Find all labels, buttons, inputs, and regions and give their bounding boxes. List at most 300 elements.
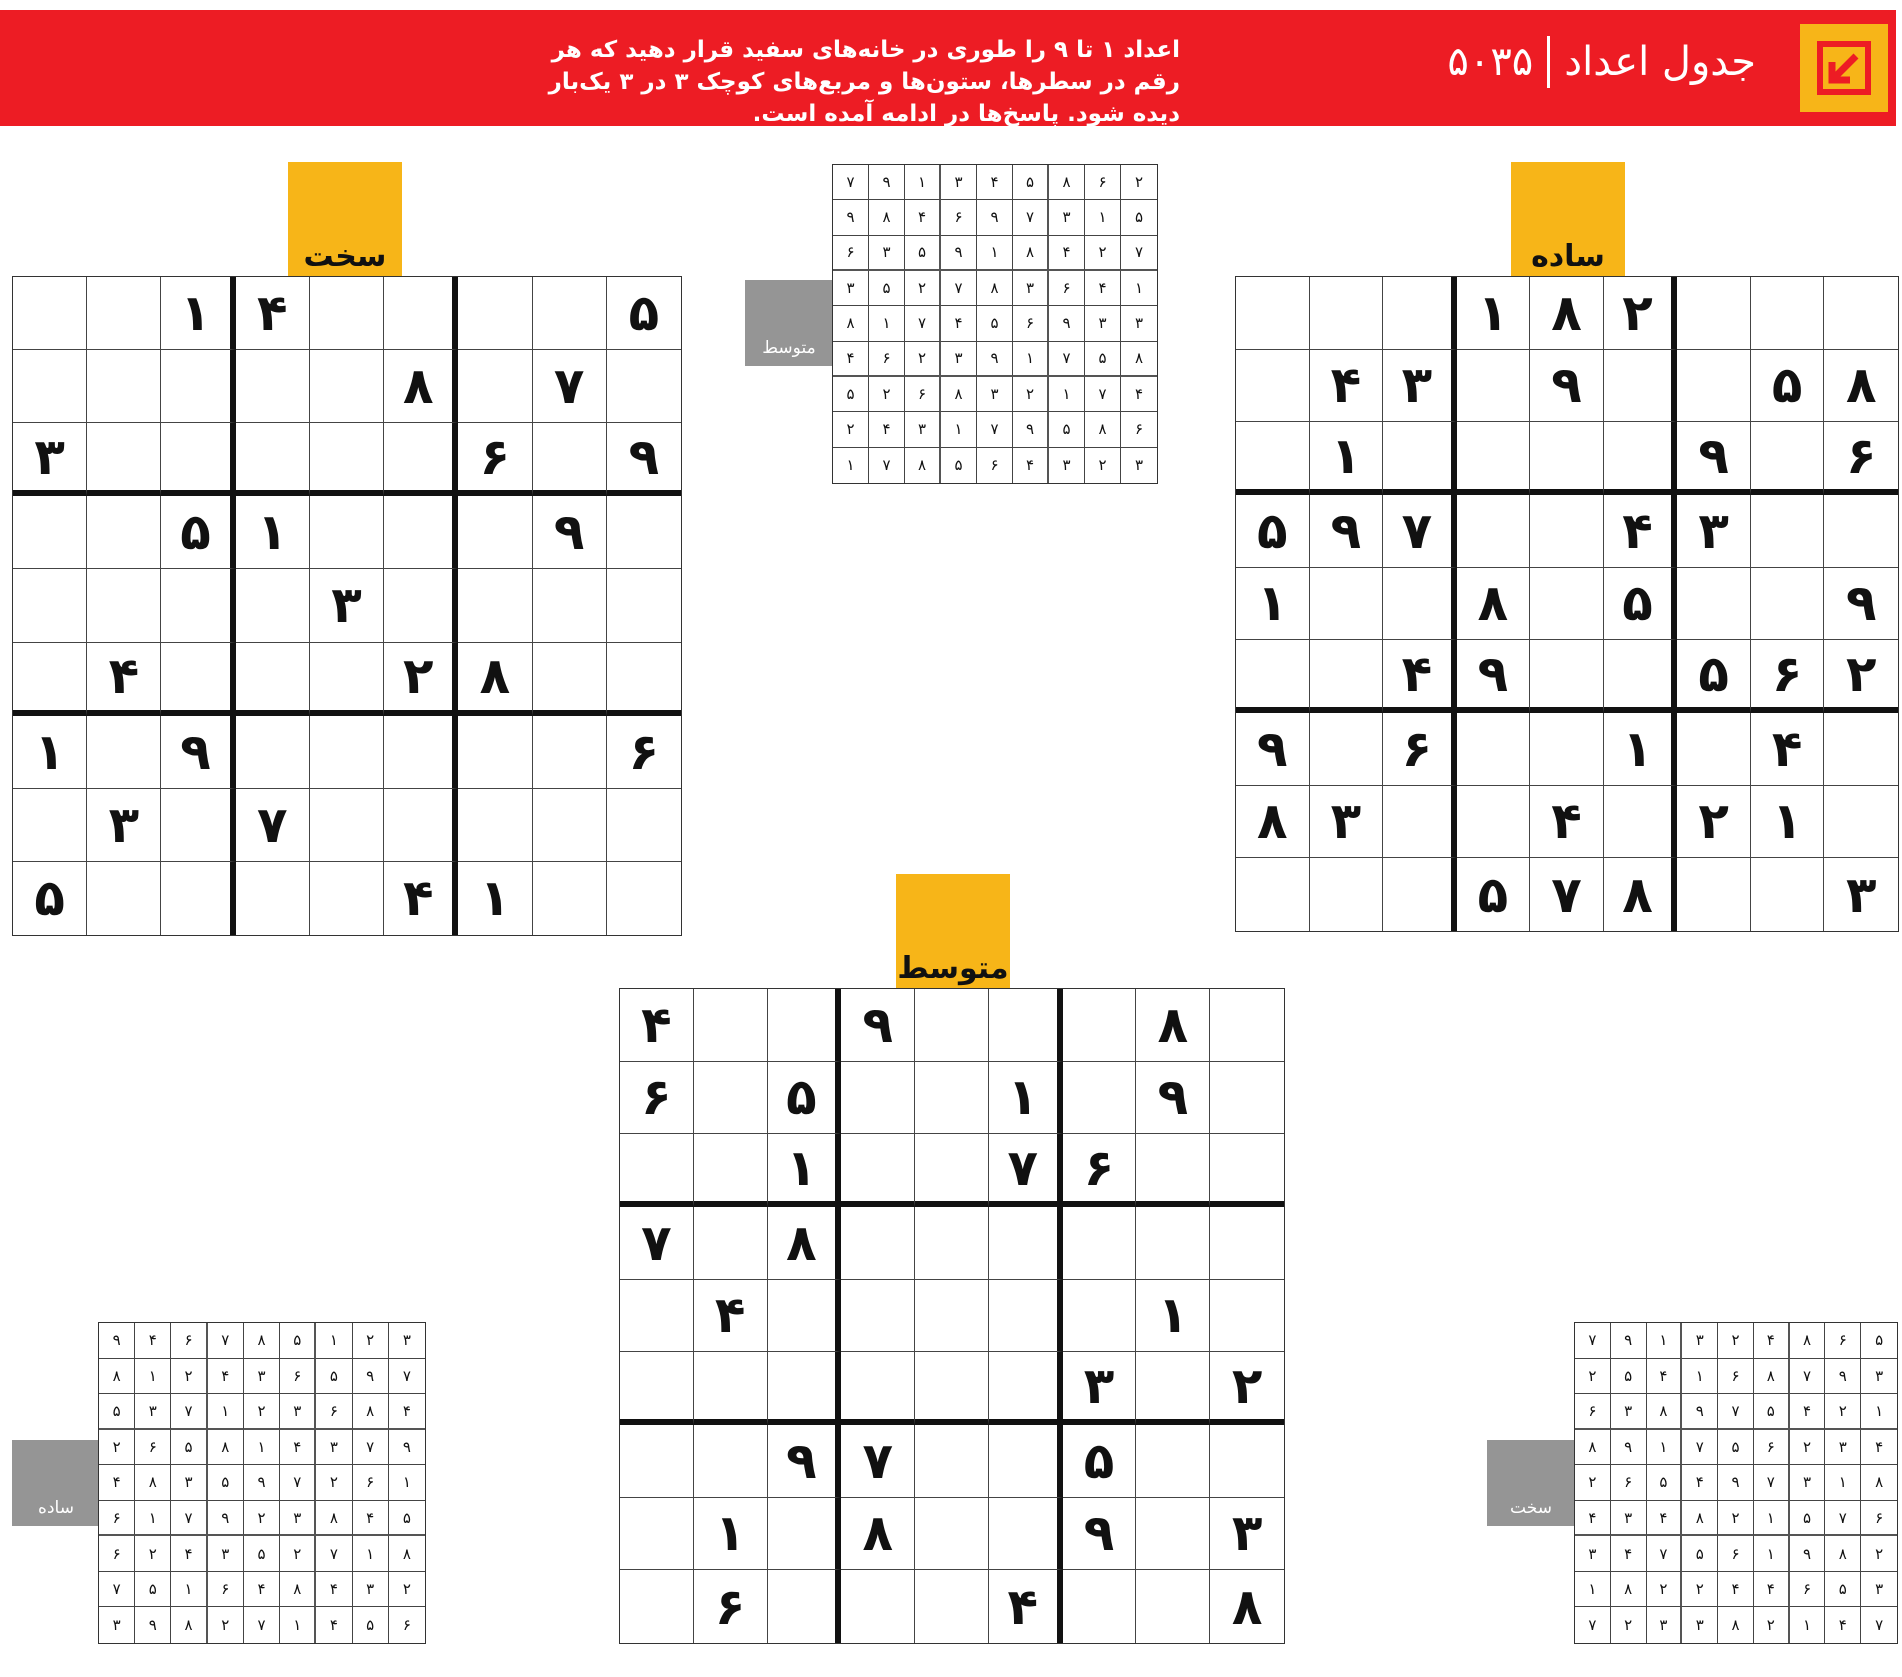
sudoku-cell: ۶: [694, 1570, 768, 1643]
answer-cell: ۱: [1647, 1430, 1683, 1466]
answer-cell: ۲: [316, 1465, 352, 1501]
sudoku-cell[interactable]: [915, 1425, 989, 1498]
sudoku-cell[interactable]: [768, 989, 842, 1062]
sudoku-cell: ۵: [1063, 1425, 1137, 1498]
sudoku-cell[interactable]: [310, 716, 384, 789]
answer-cell: ۲: [833, 412, 869, 447]
sudoku-cell[interactable]: [1530, 495, 1604, 568]
sudoku-cell[interactable]: [1457, 713, 1531, 786]
answer-cell: ۲: [1085, 236, 1121, 271]
sudoku-cell[interactable]: [13, 643, 87, 716]
sudoku-cell: ۱: [161, 277, 235, 350]
answer-cell: ۵: [99, 1394, 135, 1430]
answer-cell: ۷: [99, 1572, 135, 1608]
sudoku-cell[interactable]: [841, 1134, 915, 1207]
sudoku-cell[interactable]: [1210, 1425, 1284, 1498]
answer-cell: ۵: [1718, 1430, 1754, 1466]
answer-cell: ۹: [1049, 306, 1085, 341]
sudoku-cell[interactable]: [236, 423, 310, 496]
sudoku-cell[interactable]: [310, 496, 384, 569]
sudoku-cell[interactable]: [620, 1570, 694, 1643]
answer-cell: ۵: [280, 1323, 316, 1359]
sudoku-cell[interactable]: [915, 1062, 989, 1135]
sudoku-cell[interactable]: [841, 1570, 915, 1643]
sudoku-cell[interactable]: [768, 1570, 842, 1643]
sudoku-cell[interactable]: [694, 1425, 768, 1498]
sudoku-cell[interactable]: [533, 862, 607, 935]
answer-cell: ۸: [1790, 1323, 1826, 1359]
easy-puzzle-grid: [1235, 276, 1899, 932]
sudoku-cell: ۹: [1236, 713, 1310, 786]
sudoku-cell: ۴: [1604, 495, 1678, 568]
sudoku-cell[interactable]: [384, 789, 458, 862]
sudoku-cell[interactable]: [236, 569, 310, 642]
answer-cell: ۱: [1861, 1394, 1897, 1430]
sudoku-cell[interactable]: [1136, 1207, 1210, 1280]
answer-cell: ۲: [1718, 1323, 1754, 1359]
answer-cell: ۴: [1682, 1465, 1718, 1501]
sudoku-cell: ۱: [768, 1134, 842, 1207]
sudoku-cell[interactable]: [161, 423, 235, 496]
answer-cell: ۵: [1611, 1359, 1647, 1395]
sudoku-cell[interactable]: [310, 277, 384, 350]
logo: [1800, 24, 1888, 112]
answer-cell: ۳: [1575, 1536, 1611, 1572]
answer-cell: ۶: [99, 1536, 135, 1572]
answer-cell: ۸: [1085, 412, 1121, 447]
sudoku-cell[interactable]: [620, 1134, 694, 1207]
answer-cell: ۲: [905, 342, 941, 377]
sudoku-cell: ۱: [1136, 1280, 1210, 1353]
sudoku-cell[interactable]: [87, 423, 161, 496]
sudoku-cell[interactable]: [1236, 640, 1310, 713]
sudoku-cell[interactable]: [13, 789, 87, 862]
answer-cell: ۵: [977, 306, 1013, 341]
sudoku-cell: ۸: [1236, 786, 1310, 859]
answer-cell: ۸: [1121, 342, 1157, 377]
answer-cell: ۸: [1049, 165, 1085, 200]
answer-cell: ۵: [389, 1501, 425, 1537]
sudoku-cell[interactable]: [1751, 495, 1825, 568]
sudoku-cell: ۳: [1310, 786, 1384, 859]
sudoku-cell[interactable]: [87, 350, 161, 423]
sudoku-cell: ۴: [1530, 786, 1604, 859]
sudoku-cell: ۷: [1530, 858, 1604, 931]
sudoku-cell[interactable]: [1457, 422, 1531, 495]
sudoku-cell[interactable]: [607, 350, 681, 423]
sudoku-cell[interactable]: [384, 277, 458, 350]
answer-cell: ۹: [1718, 1465, 1754, 1501]
sudoku-cell: ۵: [1751, 350, 1825, 423]
sudoku-cell[interactable]: [1383, 568, 1457, 641]
sudoku-cell[interactable]: [620, 1280, 694, 1353]
sudoku-cell[interactable]: [384, 496, 458, 569]
answer-cell: ۳: [1861, 1572, 1897, 1608]
sudoku-cell[interactable]: [607, 643, 681, 716]
answer-cell: ۱: [1682, 1359, 1718, 1395]
sudoku-cell[interactable]: [533, 423, 607, 496]
hard-puzzle-label: سخت: [288, 162, 402, 278]
answer-cell: ۸: [1861, 1465, 1897, 1501]
hard-puzzle-grid: [12, 276, 682, 936]
answer-cell: ۹: [99, 1323, 135, 1359]
answer-cell: ۱: [389, 1465, 425, 1501]
sudoku-cell[interactable]: [620, 1498, 694, 1571]
answer-cell: ۵: [1085, 342, 1121, 377]
answer-cell: ۴: [99, 1465, 135, 1501]
answer-label-hard: سخت: [1487, 1440, 1575, 1526]
sudoku-cell[interactable]: [310, 643, 384, 716]
sudoku-cell: ۹: [161, 716, 235, 789]
answer-cell: ۵: [171, 1430, 207, 1466]
answer-cell: ۲: [389, 1572, 425, 1608]
sudoku-cell[interactable]: [161, 643, 235, 716]
answer-cell: ۴: [1085, 271, 1121, 306]
sudoku-cell[interactable]: [915, 1134, 989, 1207]
sudoku-cell[interactable]: [161, 862, 235, 935]
answer-cell: ۸: [941, 377, 977, 412]
answer-cell: ۵: [1682, 1536, 1718, 1572]
sudoku-cell[interactable]: [768, 1352, 842, 1425]
sudoku-cell[interactable]: [1751, 277, 1825, 350]
answer-cell: ۳: [389, 1323, 425, 1359]
sudoku-cell[interactable]: [915, 1352, 989, 1425]
sudoku-cell[interactable]: [915, 1498, 989, 1571]
sudoku-cell: ۴: [620, 989, 694, 1062]
sudoku-cell[interactable]: [620, 1425, 694, 1498]
sudoku-cell[interactable]: [384, 716, 458, 789]
sudoku-cell[interactable]: [1210, 989, 1284, 1062]
answer-cell: ۹: [941, 236, 977, 271]
sudoku-cell[interactable]: [1063, 989, 1137, 1062]
sudoku-cell[interactable]: [533, 569, 607, 642]
sudoku-cell: ۸: [1824, 350, 1898, 423]
sudoku-cell: ۳: [87, 789, 161, 862]
answer-cell: ۸: [208, 1430, 244, 1466]
answer-cell: ۷: [1647, 1536, 1683, 1572]
sudoku-cell[interactable]: [607, 862, 681, 935]
sudoku-cell[interactable]: [1210, 1207, 1284, 1280]
sudoku-cell[interactable]: [1383, 277, 1457, 350]
sudoku-cell[interactable]: [694, 1134, 768, 1207]
answer-cell: ۳: [1682, 1607, 1718, 1643]
sudoku-cell[interactable]: [915, 1280, 989, 1353]
sudoku-cell[interactable]: [841, 1207, 915, 1280]
sudoku-cell[interactable]: [915, 989, 989, 1062]
sudoku-cell: ۹: [1310, 495, 1384, 568]
sudoku-cell: ۵: [1677, 640, 1751, 713]
answer-cell: ۸: [99, 1359, 135, 1395]
sudoku-cell: ۹: [1457, 640, 1531, 713]
sudoku-cell[interactable]: [310, 789, 384, 862]
answer-cell: ۲: [1085, 448, 1121, 483]
sudoku-cell[interactable]: [694, 1352, 768, 1425]
sudoku-cell[interactable]: [607, 496, 681, 569]
sudoku-cell[interactable]: [989, 1498, 1063, 1571]
sudoku-cell[interactable]: [1677, 350, 1751, 423]
sudoku-cell[interactable]: [1677, 277, 1751, 350]
sudoku-cell[interactable]: [1136, 1425, 1210, 1498]
answer-cell: ۳: [99, 1607, 135, 1643]
sudoku-cell[interactable]: [1236, 422, 1310, 495]
sudoku-cell: ۲: [1604, 277, 1678, 350]
answer-cell: ۲: [1754, 1607, 1790, 1643]
sudoku-cell[interactable]: [13, 496, 87, 569]
sudoku-cell[interactable]: [1824, 495, 1898, 568]
sudoku-cell[interactable]: [1604, 786, 1678, 859]
answer-cell: ۶: [1861, 1501, 1897, 1537]
sudoku-cell[interactable]: [1824, 713, 1898, 786]
sudoku-cell[interactable]: [236, 643, 310, 716]
sudoku-cell[interactable]: [87, 569, 161, 642]
sudoku-cell[interactable]: [989, 989, 1063, 1062]
sudoku-cell: ۳: [13, 423, 87, 496]
answer-cell: ۸: [135, 1465, 171, 1501]
sudoku-cell[interactable]: [841, 1062, 915, 1135]
sudoku-cell[interactable]: [161, 789, 235, 862]
sudoku-cell[interactable]: [1210, 1062, 1284, 1135]
sudoku-cell[interactable]: [1063, 1280, 1137, 1353]
answer-cell: ۷: [1121, 236, 1157, 271]
sudoku-cell[interactable]: [607, 789, 681, 862]
sudoku-cell[interactable]: [1383, 858, 1457, 931]
sudoku-cell[interactable]: [1604, 422, 1678, 495]
sudoku-cell[interactable]: [1063, 1207, 1137, 1280]
answer-cell: ۴: [1611, 1536, 1647, 1572]
sudoku-cell[interactable]: [384, 423, 458, 496]
sudoku-cell[interactable]: [694, 1207, 768, 1280]
answer-cell: ۶: [941, 200, 977, 235]
sudoku-cell: ۷: [1383, 495, 1457, 568]
sudoku-cell: ۲: [384, 643, 458, 716]
sudoku-cell: ۹: [1063, 1498, 1137, 1571]
sudoku-cell[interactable]: [694, 989, 768, 1062]
sudoku-cell[interactable]: [1136, 1498, 1210, 1571]
answer-cell: ۵: [1790, 1501, 1826, 1537]
answer-cell: ۲: [244, 1501, 280, 1537]
answer-cell: ۶: [135, 1430, 171, 1466]
sudoku-cell[interactable]: [1751, 422, 1825, 495]
sudoku-cell[interactable]: [1677, 568, 1751, 641]
sudoku-cell[interactable]: [1236, 858, 1310, 931]
answer-cell: ۳: [869, 236, 905, 271]
sudoku-cell[interactable]: [768, 1498, 842, 1571]
title-divider: [1547, 36, 1550, 88]
sudoku-cell[interactable]: [1210, 1134, 1284, 1207]
sudoku-cell: ۵: [1457, 858, 1531, 931]
answer-cell: ۲: [135, 1536, 171, 1572]
sudoku-cell[interactable]: [1530, 713, 1604, 786]
answer-cell: ۹: [1013, 412, 1049, 447]
answer-cell: ۳: [244, 1359, 280, 1395]
sudoku-cell: ۶: [620, 1062, 694, 1135]
sudoku-cell[interactable]: [13, 569, 87, 642]
sudoku-cell[interactable]: [1751, 568, 1825, 641]
answer-cell: ۸: [244, 1323, 280, 1359]
sudoku-cell[interactable]: [533, 277, 607, 350]
answer-cell: ۵: [905, 236, 941, 271]
answer-cell: ۵: [135, 1572, 171, 1608]
sudoku-cell[interactable]: [1604, 350, 1678, 423]
sudoku-cell: ۴: [1383, 640, 1457, 713]
answer-cell: ۳: [1013, 271, 1049, 306]
sudoku-cell[interactable]: [87, 716, 161, 789]
sudoku-cell[interactable]: [1677, 713, 1751, 786]
sudoku-cell[interactable]: [87, 496, 161, 569]
answer-cell: ۷: [1575, 1607, 1611, 1643]
corner-arrow-icon: [1816, 40, 1872, 96]
sudoku-cell[interactable]: [1310, 713, 1384, 786]
sudoku-cell[interactable]: [310, 862, 384, 935]
sudoku-cell[interactable]: [1530, 568, 1604, 641]
sudoku-cell[interactable]: [1210, 1280, 1284, 1353]
answer-cell: ۶: [1085, 165, 1121, 200]
answer-cell: ۵: [244, 1536, 280, 1572]
answer-cell: ۱: [1790, 1607, 1826, 1643]
answer-cell: ۱: [1825, 1465, 1861, 1501]
sudoku-cell: ۱: [1236, 568, 1310, 641]
sudoku-cell[interactable]: [533, 643, 607, 716]
sudoku-cell[interactable]: [458, 496, 532, 569]
sudoku-cell[interactable]: [1751, 858, 1825, 931]
sudoku-cell[interactable]: [310, 423, 384, 496]
sudoku-cell[interactable]: [458, 716, 532, 789]
answer-cell: ۷: [389, 1359, 425, 1395]
sudoku-cell[interactable]: [1824, 277, 1898, 350]
sudoku-cell[interactable]: [161, 350, 235, 423]
sudoku-cell[interactable]: [1310, 568, 1384, 641]
answer-cell: ۱: [869, 306, 905, 341]
answer-cell: ۱: [1647, 1323, 1683, 1359]
sudoku-cell[interactable]: [915, 1207, 989, 1280]
sudoku-cell[interactable]: [1236, 350, 1310, 423]
sudoku-cell[interactable]: [607, 569, 681, 642]
answer-cell: ۹: [1825, 1359, 1861, 1395]
sudoku-cell: ۶: [1383, 713, 1457, 786]
sudoku-cell[interactable]: [989, 1207, 1063, 1280]
sudoku-cell[interactable]: [13, 350, 87, 423]
sudoku-cell[interactable]: [1063, 1570, 1137, 1643]
sudoku-cell[interactable]: [458, 789, 532, 862]
sudoku-cell[interactable]: [1457, 350, 1531, 423]
answer-cell: ۹: [135, 1607, 171, 1643]
answer-label-easy: ساده: [12, 1440, 100, 1526]
answer-cell: ۵: [941, 448, 977, 483]
sudoku-cell[interactable]: [989, 1280, 1063, 1353]
sudoku-cell[interactable]: [768, 1280, 842, 1353]
answer-cell: ۹: [833, 200, 869, 235]
sudoku-cell[interactable]: [1136, 1134, 1210, 1207]
answer-cell: ۷: [1790, 1359, 1826, 1395]
sudoku-cell: ۷: [989, 1134, 1063, 1207]
sudoku-cell[interactable]: [989, 1352, 1063, 1425]
sudoku-cell[interactable]: [458, 569, 532, 642]
sudoku-cell: ۹: [841, 989, 915, 1062]
sudoku-cell[interactable]: [1236, 277, 1310, 350]
sudoku-cell[interactable]: [620, 1352, 694, 1425]
answer-cell: ۴: [1718, 1572, 1754, 1608]
sudoku-cell: ۳: [1383, 350, 1457, 423]
answer-cell: ۷: [833, 165, 869, 200]
sudoku-cell[interactable]: [87, 277, 161, 350]
sudoku-cell[interactable]: [1530, 640, 1604, 713]
sudoku-cell[interactable]: [13, 277, 87, 350]
sudoku-cell[interactable]: [1677, 858, 1751, 931]
sudoku-cell[interactable]: [1310, 858, 1384, 931]
sudoku-cell[interactable]: [841, 1352, 915, 1425]
sudoku-cell: ۹: [768, 1425, 842, 1498]
sudoku-cell[interactable]: [236, 862, 310, 935]
sudoku-cell[interactable]: [236, 716, 310, 789]
sudoku-cell[interactable]: [1457, 495, 1531, 568]
answer-cell: ۹: [977, 200, 1013, 235]
sudoku-cell[interactable]: [1824, 786, 1898, 859]
sudoku-cell[interactable]: [533, 789, 607, 862]
sudoku-cell[interactable]: [989, 1425, 1063, 1498]
sudoku-cell[interactable]: [1383, 422, 1457, 495]
sudoku-cell[interactable]: [1310, 277, 1384, 350]
answer-cell: ۴: [1647, 1501, 1683, 1537]
sudoku-cell[interactable]: [1136, 1570, 1210, 1643]
answer-cell: ۴: [1647, 1359, 1683, 1395]
sudoku-cell: ۹: [1824, 568, 1898, 641]
sudoku-cell[interactable]: [1604, 640, 1678, 713]
sudoku-cell[interactable]: [841, 1280, 915, 1353]
sudoku-cell[interactable]: [915, 1570, 989, 1643]
sudoku-cell[interactable]: [1063, 1062, 1137, 1135]
answer-cell: ۴: [977, 165, 1013, 200]
sudoku-cell[interactable]: [1530, 422, 1604, 495]
answer-cell: ۶: [402, 1616, 411, 1635]
answer-cell: ۶: [1825, 1323, 1861, 1359]
sudoku-cell[interactable]: [694, 1062, 768, 1135]
sudoku-cell[interactable]: [310, 350, 384, 423]
answer-cell: ۳: [280, 1394, 316, 1430]
sudoku-cell: ۱: [1457, 277, 1531, 350]
sudoku-cell[interactable]: [533, 716, 607, 789]
sudoku-cell: ۲: [1824, 640, 1898, 713]
answer-cell: ۹: [1682, 1394, 1718, 1430]
sudoku-cell: ۷: [620, 1207, 694, 1280]
answer-cell: ۱: [208, 1394, 244, 1430]
sudoku-cell[interactable]: [236, 350, 310, 423]
sudoku-cell[interactable]: [458, 277, 532, 350]
answer-cell: ۲: [1790, 1430, 1826, 1466]
answer-cell: ۳: [1647, 1607, 1683, 1643]
sudoku-cell[interactable]: [87, 862, 161, 935]
sudoku-cell[interactable]: [384, 569, 458, 642]
answer-cell: ۳: [1611, 1394, 1647, 1430]
sudoku-cell: ۵: [768, 1062, 842, 1135]
sudoku-cell[interactable]: [1457, 786, 1531, 859]
answer-cell: ۶: [1754, 1430, 1790, 1466]
answer-cell: ۱: [1754, 1536, 1790, 1572]
answer-cell: ۴: [1754, 1572, 1790, 1608]
sudoku-cell[interactable]: [161, 569, 235, 642]
sudoku-cell[interactable]: [1136, 1352, 1210, 1425]
sudoku-cell[interactable]: [1383, 786, 1457, 859]
sudoku-cell[interactable]: [458, 350, 532, 423]
answer-cell: ۱: [1085, 200, 1121, 235]
answer-cell: ۲: [1121, 165, 1157, 200]
sudoku-cell[interactable]: [1310, 640, 1384, 713]
answer-cell: ۳: [1861, 1359, 1897, 1395]
answer-cell: ۳: [353, 1572, 389, 1608]
answer-cell: ۴: [833, 342, 869, 377]
answer-cell: ۹: [244, 1465, 280, 1501]
answer-cell: ۳: [941, 165, 977, 200]
answer-cell: ۲: [1575, 1359, 1611, 1395]
